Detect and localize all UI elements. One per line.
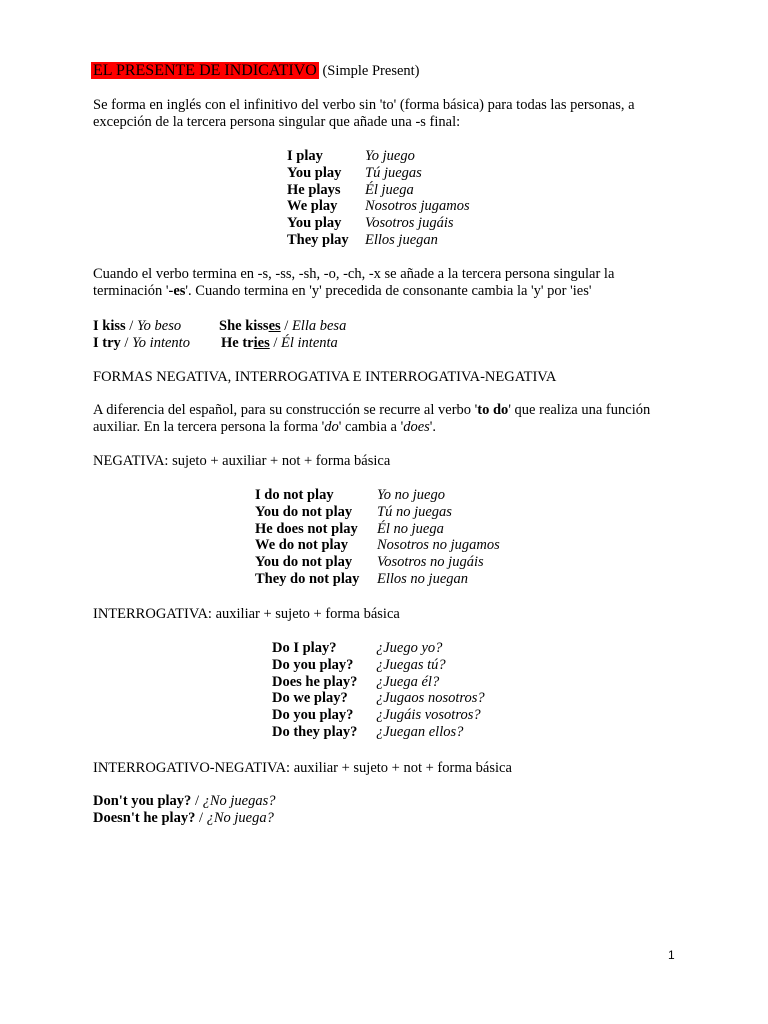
negative-row — [255, 521, 500, 538]
spanish-translation: Nosotros no jugamos — [377, 537, 500, 554]
interneg-es: ¿No juega? — [206, 810, 274, 826]
negative-row — [255, 504, 500, 521]
spanish-translation: Tú juegas — [365, 164, 422, 181]
spanish-translation: Él juega — [365, 181, 414, 198]
separator: / — [280, 318, 292, 334]
example-right-2 — [221, 335, 338, 352]
separator: / — [269, 335, 281, 351]
title-subtitle: (Simple Present) — [322, 63, 420, 79]
separator: / — [191, 793, 203, 809]
english-form: You do not play — [255, 554, 353, 571]
interrogative-row — [272, 674, 485, 691]
separator: / — [125, 318, 137, 334]
spanish-translation: ¿Juego yo? — [376, 640, 443, 656]
affirmative-row — [287, 215, 470, 232]
english-form: Do we play? — [272, 690, 348, 707]
interrogative-row — [272, 657, 485, 674]
english-form: He plays — [287, 181, 341, 198]
example-es: Él intenta — [281, 335, 338, 351]
interneg-line-2 — [93, 810, 274, 827]
separator: / — [120, 335, 133, 351]
aux-does: does — [403, 419, 430, 435]
spanish-translation: Ellos no juegan — [377, 570, 469, 587]
english-form: Do I play? — [272, 640, 337, 656]
spanish-translation: ¿Juegan ellos? — [376, 723, 464, 740]
english-form: They do not play — [255, 570, 360, 587]
example-left-1 — [93, 318, 181, 335]
english-form: I do not play — [255, 487, 334, 503]
english-form: Do you play? — [272, 656, 354, 673]
example-left-2 — [93, 335, 190, 352]
affirmative-row — [287, 232, 470, 249]
english-form: We do not play — [255, 537, 349, 554]
example-en: She kiss — [219, 318, 269, 334]
interneg-heading: INTERROGATIVO-NEGATIVA: auxiliar + sujeto + not + forma básica — [93, 760, 512, 776]
aux-text-3: ' cambia a ' — [338, 419, 404, 435]
spanish-translation: ¿Juega él? — [376, 673, 440, 690]
affirmative-row — [287, 165, 470, 182]
english-form: Does he play? — [272, 673, 358, 690]
english-form: You do not play — [255, 503, 353, 520]
english-form: I play — [287, 148, 323, 164]
affirmative-row — [287, 148, 470, 165]
example-en: He tr — [221, 335, 254, 351]
example-es: Yo intento — [132, 335, 190, 351]
english-form: They play — [287, 231, 349, 248]
example-es: Ella besa — [291, 318, 347, 334]
example-ending: es — [268, 318, 281, 334]
auxiliary-paragraph — [93, 402, 683, 436]
example-en: I kiss — [93, 318, 126, 334]
rule-paragraph — [93, 266, 683, 300]
affirmative-row — [287, 182, 470, 199]
example-en: I try — [93, 335, 121, 351]
spanish-translation: Yo no juego — [377, 487, 445, 503]
example-ending: ies — [253, 335, 270, 351]
intro-paragraph: Se forma en inglés con el infinitivo del verbo sin 'to' (forma básica) para todas las personas, a excepción de la tercera persona singular que añade una -s final: — [93, 97, 635, 130]
rule-text-1: Cuando el verbo termina en -s, -ss, -sh, -o, -ch, -x se añade a la tercera persona singular la terminación ' — [93, 266, 615, 299]
interrogative-row — [272, 690, 485, 707]
spanish-translation: Vosotros jugáis — [365, 215, 454, 232]
negative-row — [255, 537, 500, 554]
aux-text-4: '. — [429, 419, 437, 435]
example-es: Yo beso — [136, 318, 182, 334]
affirmative-row — [287, 198, 470, 215]
aux-do: do — [324, 419, 339, 435]
english-form: Do you play? — [272, 707, 354, 724]
interrogative-row — [272, 724, 485, 741]
negative-row — [255, 487, 500, 504]
spanish-translation: ¿Jugaos nosotros? — [376, 690, 485, 707]
spanish-translation: Tú no juegas — [377, 503, 452, 520]
interrogative-row — [272, 707, 485, 724]
forms-heading: FORMAS NEGATIVA, INTERROGATIVA E INTERROGATIVA-NEGATIVA — [93, 369, 557, 385]
interneg-en: Doesn't he play? — [93, 810, 196, 826]
aux-verb: to do — [477, 402, 509, 418]
english-form: We play — [287, 198, 338, 215]
interrogative-row — [272, 640, 485, 657]
interneg-line-1 — [93, 793, 276, 810]
negative-row — [255, 554, 500, 571]
aux-text-1: A diferencia del español, para su construcción se recurre al verbo ' — [93, 402, 478, 418]
spanish-translation: Nosotros jugamos — [365, 198, 470, 215]
spanish-translation: Ellos juegan — [365, 231, 438, 248]
title-line — [91, 62, 420, 80]
example-right-1 — [219, 318, 346, 335]
page-number: 1 — [668, 948, 675, 962]
aux-text-2: ' que realiza una función auxiliar. En la tercera persona la forma ' — [93, 402, 651, 435]
spanish-translation: Vosotros no jugáis — [377, 554, 484, 571]
english-form: He does not play — [255, 520, 358, 537]
rule-text-2: '. Cuando termina en 'y' precedida de consonante cambia la 'y' por 'ies' — [185, 283, 592, 299]
spanish-translation: Yo juego — [365, 148, 415, 164]
negative-table — [255, 487, 500, 588]
rule-ending: -es — [168, 283, 186, 299]
english-form: You play — [287, 215, 342, 232]
interneg-en: Don't you play? — [93, 793, 192, 809]
english-form: Do they play? — [272, 723, 358, 740]
spanish-translation: Él no juega — [377, 520, 444, 537]
interrogative-table — [272, 640, 485, 741]
spanish-translation: ¿Juegas tú? — [376, 656, 446, 673]
interneg-es: ¿No juegas? — [202, 793, 276, 809]
english-form: You play — [287, 164, 342, 181]
affirmative-table — [287, 148, 470, 249]
separator: / — [195, 810, 207, 826]
interrogative-heading: INTERROGATIVA: auxiliar + sujeto + forma básica — [93, 606, 400, 622]
negative-row — [255, 571, 500, 588]
spanish-translation: ¿Jugáis vosotros? — [376, 707, 481, 724]
title-highlight: EL PRESENTE DE INDICATIVO — [93, 62, 317, 79]
negative-heading: NEGATIVA: sujeto + auxiliar + not + forma básica — [93, 453, 391, 469]
